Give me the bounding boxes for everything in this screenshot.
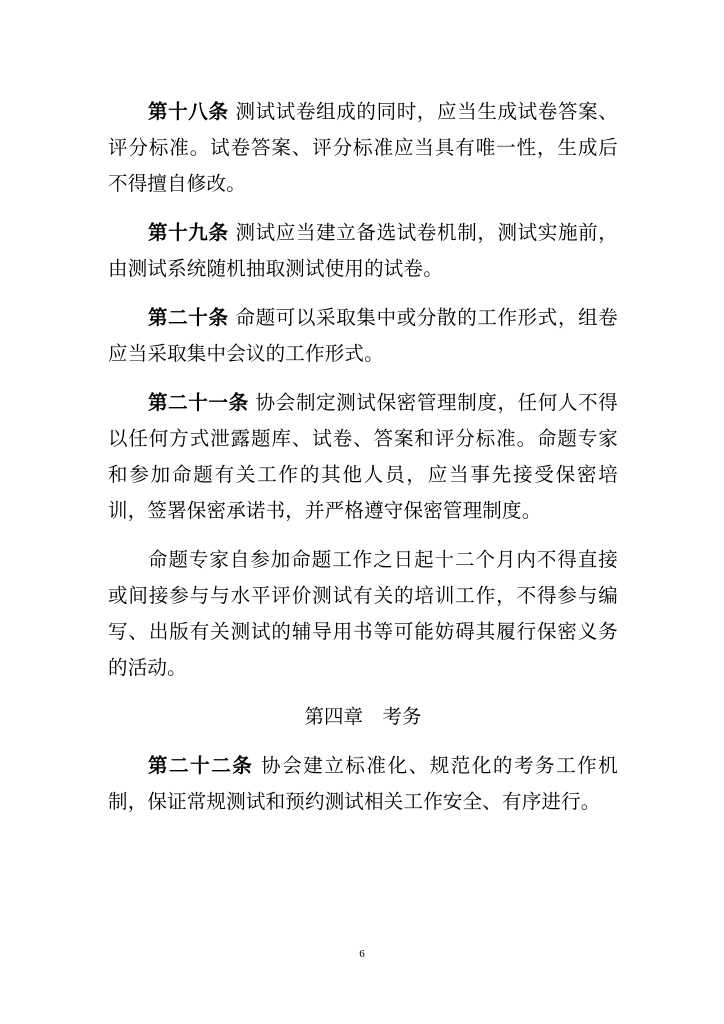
article-text: 命题可以采取集中或分散的工作形式，组卷应当采取集中会议的工作形式。 — [108, 306, 618, 365]
article-text: 测试应当建立备选试卷机制，测试实施前，由测试系统随机抽取测试使用的试卷。 — [108, 221, 618, 280]
article-number: 第二十条 — [148, 306, 229, 329]
article-20 — [108, 300, 618, 372]
article-18 — [108, 94, 618, 202]
chapter-heading: 第四章 考务 — [304, 705, 422, 728]
article-text: 协会建立标准化、规范化的考务工作机制，保证常规测试和预约测试相关工作安全、有序进行。 — [108, 754, 618, 813]
article-19 — [108, 215, 618, 287]
article-number: 第十九条 — [148, 221, 229, 244]
article-21 — [108, 385, 618, 529]
article-number: 第二十二条 — [148, 754, 254, 777]
article-text: 测试试卷组成的同时，应当生成试卷答案、评分标准。试卷答案、评分标准应当具有唯一性，生成后不得擅自修改。 — [108, 100, 618, 195]
page-number: 6 — [359, 948, 365, 960]
article-number: 第十八条 — [148, 100, 229, 123]
article-number: 第二十一条 — [148, 391, 249, 414]
document-body — [108, 94, 618, 833]
article-22 — [108, 748, 618, 820]
article-text: 协会制定测试保密管理制度，任何人不得以任何方式泄露题库、试卷、答案和评分标准。命题专家和参加命题有关工作的其他人员，应当事先接受保密培训，签署保密承诺书，并严格遵守保密管理制度。 — [108, 391, 618, 522]
article-21-paragraph-2: 命题专家自参加命题工作之日起十二个月内不得直接或间接参与与水平评价测试有关的培训工作，不得参与编写、出版有关测试的辅导用书等可能妨碍其履行保密义务的活动。 — [108, 548, 618, 679]
